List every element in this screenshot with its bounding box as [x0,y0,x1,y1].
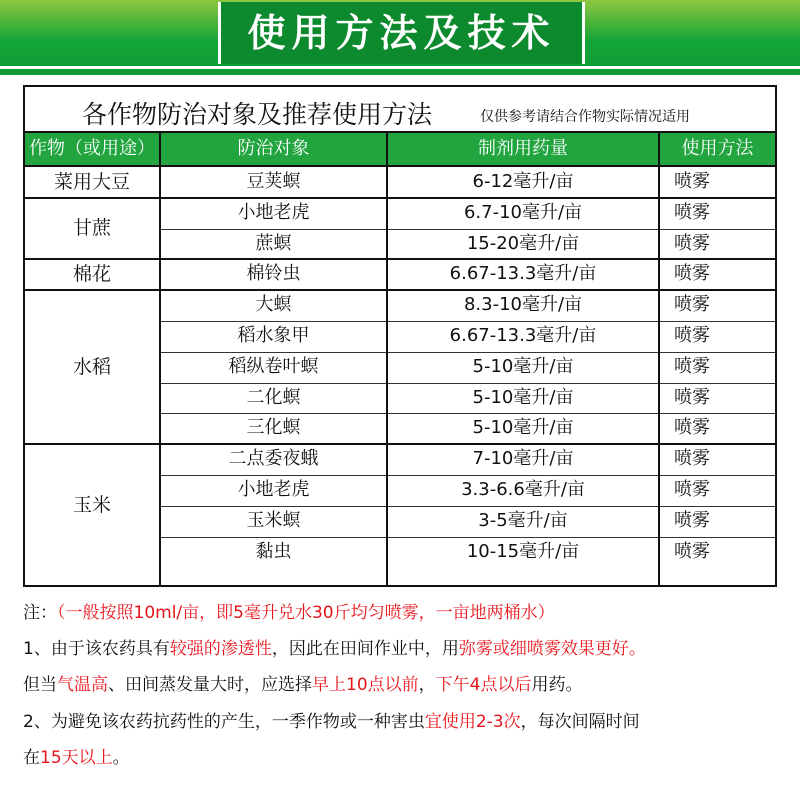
dosage-cell: 5-10毫升/亩 [472,355,574,377]
dosage-cell: 5-10毫升/亩 [472,417,574,439]
dosage-cell: 6.67-13.3毫升/亩 [449,325,597,346]
crop-cell: 玉米 [72,494,111,517]
target-cell: 棉铃虫 [246,263,301,285]
method-cell: 喷雾 [674,263,710,285]
target-cell: 蔗螟 [255,232,292,254]
method-cell: 喷雾 [674,325,710,346]
note-run: 1、由于该农药具有 [23,639,170,659]
table-header-row [25,133,775,167]
crop-cell: 棉花 [72,263,111,286]
method-cell: 喷雾 [674,386,710,408]
target-cell: 小地老虎 [237,201,310,223]
note-line-3 [23,705,640,739]
target-cell: 稻纵卷叶螟 [228,355,319,377]
target-cell: 二化螟 [246,386,301,408]
note-run: 、田间蒸发量大时，应选择 [108,675,312,695]
dosage-cell: 8.3-10毫升/亩 [463,294,583,316]
table-caption [25,87,775,133]
note-run: 气温高 [57,675,108,695]
dosage-cell: 6-12毫升/亩 [472,171,574,192]
note-run: 宜使用2-3次 [424,712,521,732]
note-label: 注： [23,603,57,623]
note-run: 2、为避免该农药抗药性的产生，一季作物或一种害虫 [23,712,425,732]
method-cell: 喷雾 [674,294,710,316]
method-cell: 喷雾 [674,540,710,562]
dosage-cell: 7-10毫升/亩 [472,448,574,470]
column-divider [159,133,161,585]
table-caption-note: 仅供参考请结合作物实际情况适用 [480,109,690,125]
header-crop: 作物（或用途） [29,138,155,159]
note-run: ，因此在田间作业中，用 [271,639,459,659]
crop-cell: 菜用大豆 [53,171,130,193]
column-divider [386,133,388,585]
target-cell: 大螟 [255,294,292,316]
method-cell: 喷雾 [674,479,710,500]
note-run: 较强的渗透性 [169,639,272,659]
target-cell: 小地老虎 [237,479,310,500]
dosage-cell: 3-5毫升/亩 [478,509,568,531]
header-method: 使用方法 [681,138,754,159]
header-dosage: 制剂用药量 [478,138,568,159]
note-line-1 [23,632,646,666]
header-target: 防治对象 [237,138,310,159]
dosage-cell: 15-20毫升/亩 [466,232,580,254]
note-run: 用药。 [531,675,583,695]
target-cell: 黏虫 [255,540,292,562]
dosage-cell: 6.67-13.3毫升/亩 [449,263,597,285]
note-run: 下午4点以后 [435,675,532,695]
note-text: （一般按照10ml/亩，即5毫升兑水30斤均匀喷雾，一亩地两桶水） [57,603,555,623]
target-cell: 豆荚螟 [246,171,301,192]
crop-cell: 甘蔗 [72,216,111,239]
note-run: 。 [112,748,130,768]
note-line-2 [23,668,582,702]
page-title: 使用方法及技术 [218,2,585,64]
method-cell: 喷雾 [674,448,710,470]
note-run: 但当 [23,675,57,695]
dosage-cell: 6.7-10毫升/亩 [463,201,583,223]
method-cell: 喷雾 [674,232,710,254]
note-run: ， [418,675,436,695]
target-cell: 二点委夜蛾 [228,448,319,470]
note-line-4 [23,741,130,775]
method-cell: 喷雾 [674,201,710,223]
method-cell: 喷雾 [674,417,710,439]
method-cell: 喷雾 [674,509,710,531]
dosage-cell: 3.3-6.6毫升/亩 [461,479,585,500]
target-cell: 玉米螟 [246,509,301,531]
usage-table [23,85,777,587]
note-run: 弥雾或细喷雾效果更好。 [458,639,646,659]
note-run: 在 [23,748,40,768]
note-run: ，每次间隔时间 [520,712,640,732]
crop-cell: 水稻 [72,356,111,379]
title-banner [0,0,800,75]
method-cell: 喷雾 [674,355,710,377]
column-divider [658,133,660,585]
banner-divider [0,66,800,69]
note-run: 15天以上 [40,748,113,768]
dosage-cell: 10-15毫升/亩 [466,540,580,562]
note-line-0 [23,596,555,630]
table-caption-title: 各作物防治对象及推荐使用方法 [82,100,433,129]
target-cell: 三化螟 [246,417,301,439]
method-cell: 喷雾 [674,171,710,192]
dosage-cell: 5-10毫升/亩 [472,386,574,408]
target-cell: 稻水象甲 [237,325,310,346]
note-run: 早上10点以前 [312,675,419,695]
